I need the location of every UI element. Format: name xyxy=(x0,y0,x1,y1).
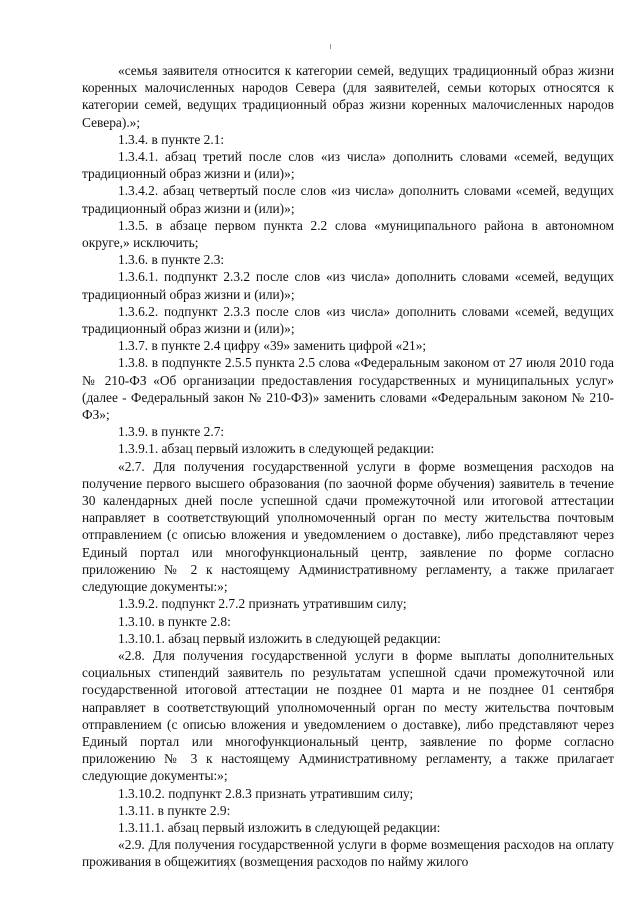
paragraph: 1.3.4.2. абзац четвертый после слов «из числа» дополнить словами «семей, ведущих традиционный образ жизни и (или)»; xyxy=(82,183,614,216)
paragraph: «2.7. Для получения государственной услуги в форме возмещения расходов на получение первого высшего образования (по заочной форме обучения) заявитель в течение 30 календарных дней после успешной сдачи промежуточной или итоговой аттестации направляет в соответствующий уполномоченный орган по месту жительства почтовым отправлением (с описью вложения и уведомлением о доставке), либо представляют через Единый портал или многофункциональный центр, заявление по форме согласно приложению № 2 к настоящему Административному регламенту, а также прилагает следующие документы:»; xyxy=(82,458,614,595)
paragraph: 1.3.9. в пункте 2.7: xyxy=(118,424,225,440)
paragraph: 1.3.10.2. подпункт 2.8.3 признать утратившим силу; xyxy=(118,785,414,801)
paragraph: 1.3.9.2. подпункт 2.7.2 признать утратившим силу; xyxy=(118,596,407,612)
paragraph: 1.3.5. в абзаце первом пункта 2.2 слова «муниципального района в автономном округе,» исключить; xyxy=(82,217,614,251)
paragraph: 1.3.6.2. подпункт 2.3.3 после слов «из числа» дополнить словами «семей, ведущих традиционный образ жизни и (или)»; xyxy=(82,303,614,337)
paragraph: «2.8. Для получения государственной услуги в форме выплаты дополнительных социальных стипендий заявитель по результатам успешной сдачи промежуточной или государственной итоговой аттестации не позднее 01 марта и не позднее 01 сентября направляет в соответствующий уполномоченный орган по месту жительства почтовым отправлением (с описью вложения и уведомлением о доставке), либо представляют через Единый портал или многофункциональный центр, заявление по форме согласно приложению № 3 к настоящему Административному регламенту, а также прилагает следующие документы:»; xyxy=(82,647,614,784)
paragraph: 1.3.4. в пункте 2.1: xyxy=(118,131,225,147)
paragraph: 1.3.10.1. абзац первый изложить в следующей редакции: xyxy=(118,630,441,646)
paragraph: 1.3.10. в пункте 2.8: xyxy=(118,613,231,629)
paragraph: 1.3.11. в пункте 2.9: xyxy=(118,802,231,818)
paragraph: 1.3.9.1. абзац первый изложить в следующей редакции: xyxy=(118,441,435,457)
paragraph: «2.9. Для получения государственной услуги в форме возмещения расходов на оплату проживания в общежитиях (возмещения расходов по найму жилого xyxy=(82,837,614,870)
paragraph: 1.3.7. в пункте 2.4 цифру «39» заменить цифрой «21»; xyxy=(118,338,427,354)
paragraph: 1.3.4.1. абзац третий после слов «из числа» дополнить словами «семей, ведущих традиционный образ жизни и (или)»; xyxy=(82,149,614,182)
paragraph: «семья заявителя относится к категории семей, ведущих традиционный образ жизни коренных малочисленных народов Севера (для заявителей, семьи которых относятся к категории семей, ведущих традиционный образ жизни коренных малочисленных народов Севера).»; xyxy=(82,63,614,130)
paragraph: 1.3.6. в пункте 2.3: xyxy=(118,252,225,268)
document-page xyxy=(82,62,614,871)
paragraph: 1.3.11.1. абзац первый изложить в следующей редакции: xyxy=(118,819,441,835)
scan-mark-top xyxy=(330,44,331,49)
paragraph: 1.3.6.1. подпункт 2.3.2 после слов «из числа» дополнить словами «семей, ведущих традиционный образ жизни и (или)»; xyxy=(82,269,614,302)
paragraph: 1.3.8. в подпункте 2.5.5 пункта 2.5 слова «Федеральным законом от 27 июля 2010 года № 210-ФЗ «Об организации предоставления государственных и муниципальных услуг» (далее - Федеральный закон № 210-ФЗ)» заменить словами «Федеральным законом № 210-ФЗ»; xyxy=(82,355,614,423)
